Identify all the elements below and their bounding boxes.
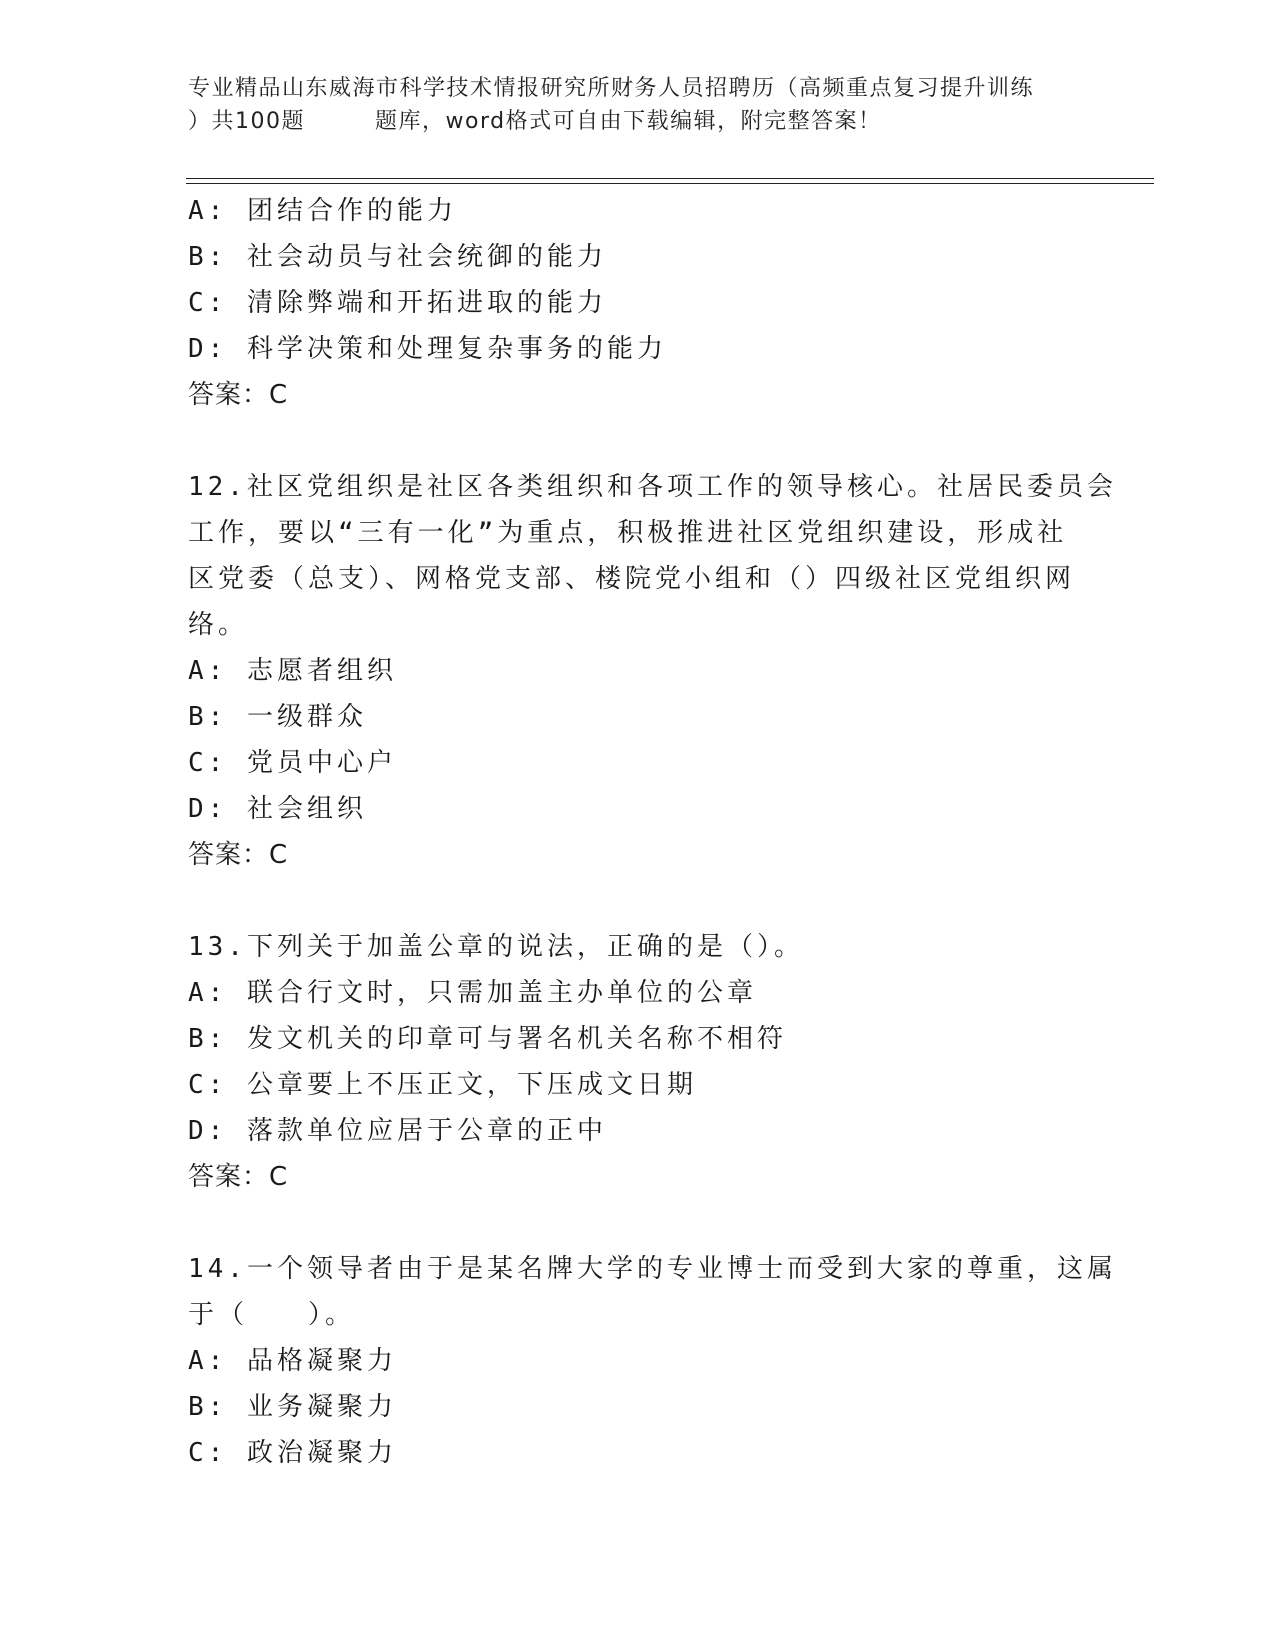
option-b: B: 发文机关的印章可与署名机关名称不相符 [188,1024,787,1054]
document-header [188,72,1088,138]
question-stem-line-2: 工作，要以“三有一化”为重点，积极推进社区党组织建设，形成社 [188,518,1068,548]
option-a: A: 联合行文时，只需加盖主办单位的公章 [188,978,757,1008]
option-d: D: 科学决策和处理复杂事务的能力 [188,334,667,364]
question-list [188,188,1117,1476]
header-divider-top [186,178,1154,179]
option-c: C: 党员中心户 [188,748,397,778]
option-c: C: 公章要上不压正文，下压成文日期 [188,1070,697,1100]
option-a: A: 团结合作的能力 [188,196,457,226]
answer: 答案：C [188,840,289,870]
option-b: B: 一级群众 [188,702,367,732]
answer: 答案：C [188,1162,289,1192]
option-a: A: 志愿者组织 [188,656,397,686]
option-b: B: 业务凝聚力 [188,1392,397,1422]
header-description: 题库，word格式可自由下载编辑，附完整答案！ [375,109,882,134]
option-d: D: 落款单位应居于公章的正中 [188,1116,607,1146]
question-stem-line-1: 13.下列关于加盖公章的说法，正确的是（）。 [188,932,804,962]
question-stem-line-1: 14.一个领导者由于是某名牌大学的专业博士而受到大家的尊重，这属 [188,1254,1117,1284]
question-stem-line-4: 络。 [188,610,249,640]
question-stem-line-3: 区党委（总支）、网格党支部、楼院党小组和（）四级社区党组织网 [188,564,1076,594]
header-title-line-2 [188,105,1088,138]
option-b: B: 社会动员与社会统御的能力 [188,242,607,272]
header-title-line-1: 专业精品山东威海市科学技术情报研究所财务人员招聘历（高频重点复习提升训练 [188,76,1035,101]
option-c: C: 清除弊端和开拓进取的能力 [188,288,607,318]
header-divider-bottom [186,183,1154,184]
header-question-count: ）共100题 [188,109,305,134]
question-14 [188,1246,1117,1476]
option-c: C: 政治凝聚力 [188,1438,397,1468]
question-12 [188,464,1117,878]
option-a: A: 品格凝聚力 [188,1346,397,1376]
question-stem-line-1: 12.社区党组织是社区各类组织和各项工作的领导核心。社居民委员会 [188,472,1117,502]
option-d: D: 社会组织 [188,794,367,824]
answer: 答案：C [188,380,289,410]
question-13 [188,924,1088,1200]
question-11 [188,188,1088,418]
question-stem-line-2: 于（ ）。 [188,1300,356,1330]
